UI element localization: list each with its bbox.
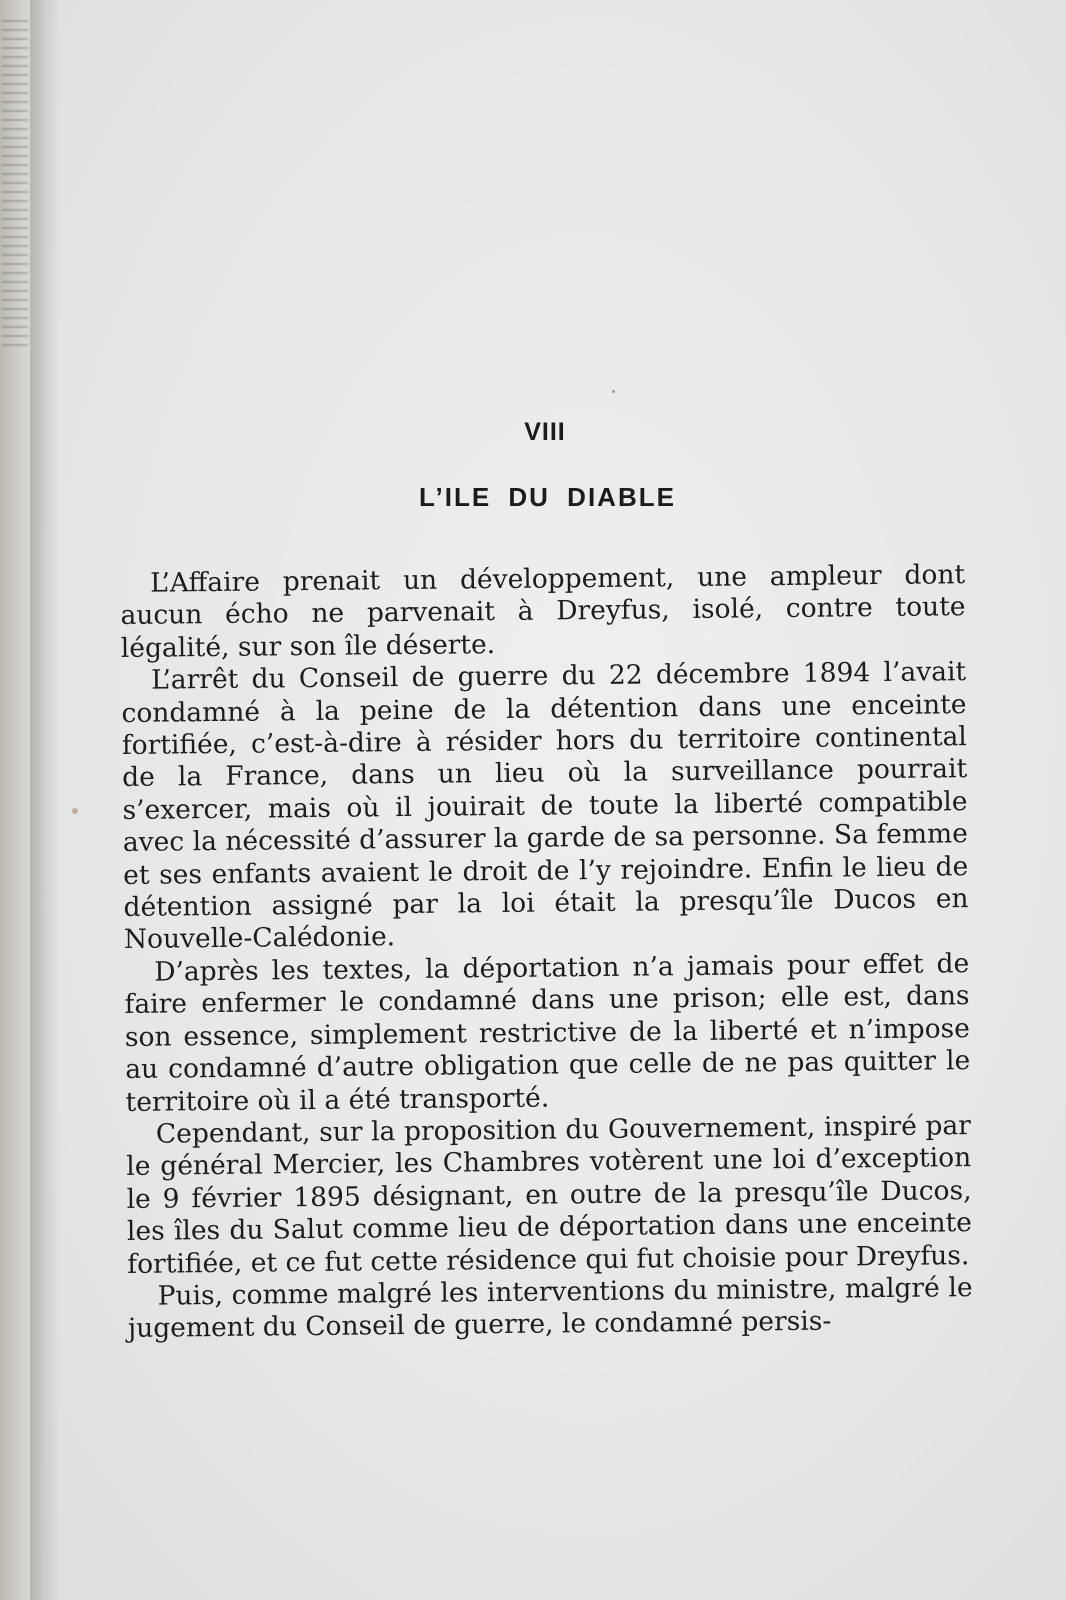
paragraph: L’Affaire prenait un développement, une ampleur dont aucun écho ne parvenait à Dreyfus, isolé, contre toute légalité, sur son île déserte. xyxy=(120,559,966,664)
paragraph: D’après les textes, la déportation n’a jamais pour effet de faire enfermer le condamné dans une prison; elle est, dans son essence, simplement restrictive de la liberté et n’impose au condamné d’autre obligation que celle de ne pas quitter le territoire où il a été transporté. xyxy=(124,948,971,1118)
chapter-title: L’ILE DU DIABLE xyxy=(419,482,676,512)
facing-page-bleed xyxy=(2,20,28,350)
paragraph: Puis, comme malgré les interventions du ministre, malgré le jugement du Conseil de guerre, le condamné persis- xyxy=(127,1272,973,1345)
gutter-shadow xyxy=(30,0,60,1600)
chapter-body xyxy=(120,559,973,1346)
paragraph: L’arrêt du Conseil de guerre du 22 décembre 1894 l’avait condamné à la peine de la détention dans une enceinte fortifiée, c’est-à-dire à résider hors du territoire continental de la France, dans un lieu où la surveillance pourrait s’exercer, mais où il jouirait de toute la liberté compatible avec la nécessité d’assurer la garde de sa personne. Sa femme et ses enfants avaient le droit de l’y rejoindre. Enfin le lieu de détention assigné par la loi était la presqu’île Ducos en Nouvelle-Calédonie. xyxy=(121,656,969,956)
chapter-number: VIII xyxy=(524,418,566,446)
paper-speck xyxy=(612,390,615,393)
paper-stain xyxy=(72,808,78,814)
paragraph: Cependant, sur la proposition du Gouvernement, inspiré par le général Mercier, les Chambres votèrent une loi d’exception le 9 février 1895 désignant, en outre de la presqu’île Ducos, les îles du Salut comme lieu de déportation dans une enceinte fortifiée, et ce fut cette résidence qui fut choisie pour Dreyfus. xyxy=(126,1110,973,1280)
